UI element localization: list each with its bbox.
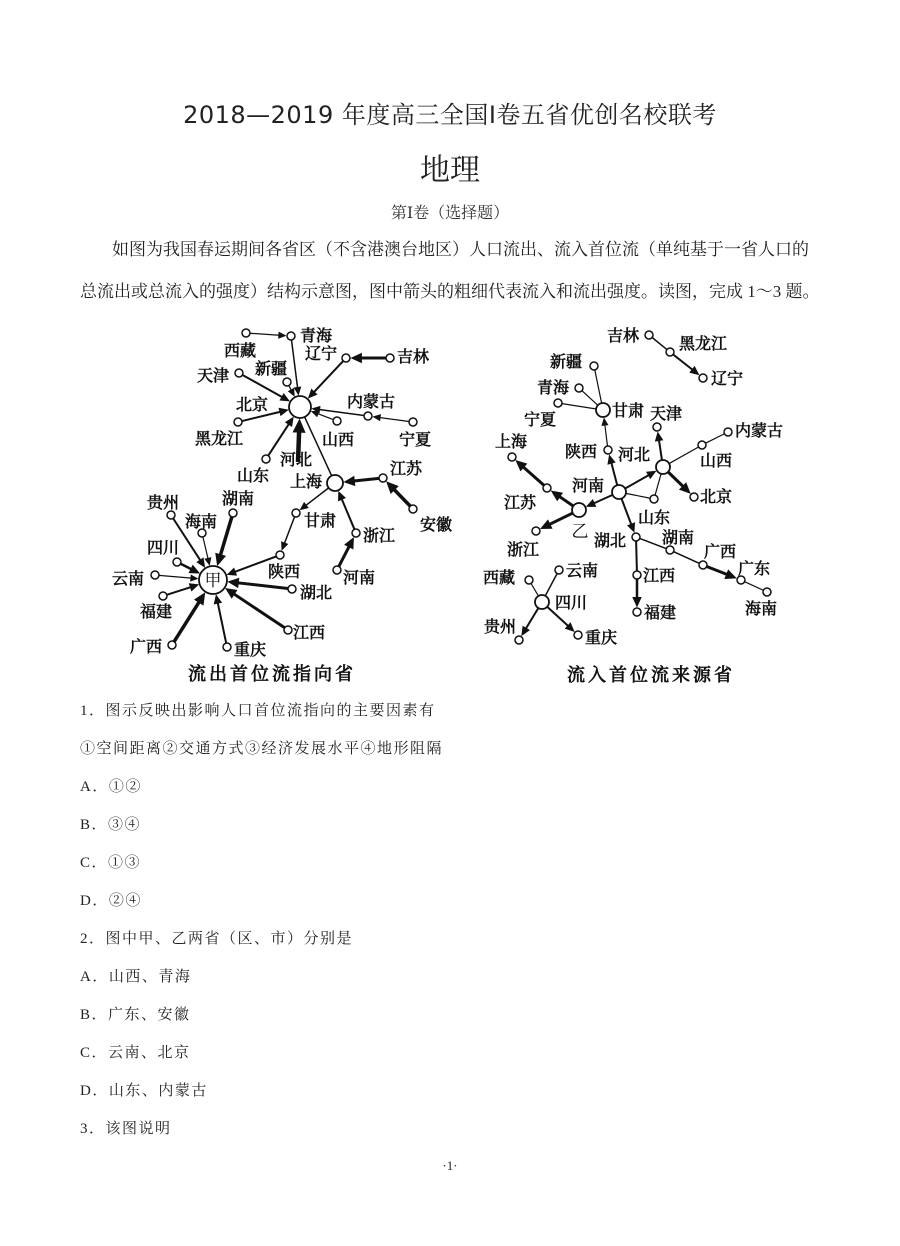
arrowhead-icon xyxy=(293,418,306,432)
province-label-zhejiang: 浙江 xyxy=(507,542,540,559)
intro-paragraph-line-1: 如图为我国春运期间各省区（不含港澳台地区）人口流出、流入首位流（单纯基于一省人口的 xyxy=(112,240,809,259)
province-label-jiangxi: 江西 xyxy=(293,625,326,642)
subject-title: 地理 xyxy=(420,153,480,188)
province-node-heilongjiang xyxy=(666,348,674,356)
flow-line-hub_yi-to-zhejiang xyxy=(549,513,572,524)
province-label-shanghai: 上海 xyxy=(495,434,528,451)
province-node-guangxi xyxy=(699,561,707,569)
flow-line-xizang-to-qinghai xyxy=(250,333,279,335)
province-node-shanghai xyxy=(508,453,516,461)
province-label-shaanxi: 陕西 xyxy=(268,564,301,581)
province-node-jiangxi xyxy=(633,571,641,579)
flow-line-hub_henan-to-shandong xyxy=(626,493,650,498)
province-node-hainan xyxy=(763,588,771,596)
province-label-henan: 河南 xyxy=(343,570,376,587)
arrowhead-icon xyxy=(215,553,226,566)
flow-line-hainan-to-hub_jia xyxy=(203,537,208,559)
province-label-hubei: 湖北 xyxy=(300,585,333,602)
province-node-xinjiang xyxy=(590,362,598,370)
arrowhead-icon xyxy=(227,578,239,588)
question-1-option-c: C．①③ xyxy=(80,855,142,871)
flow-line-hub_henan-to-shaanxi xyxy=(611,463,617,486)
province-node-liaoning xyxy=(342,354,350,362)
province-node-shandong xyxy=(650,495,658,503)
arrowhead-icon xyxy=(311,411,320,418)
province-label-heilongjiang: 黑龙江 xyxy=(195,431,244,448)
arrowhead-icon xyxy=(632,597,642,608)
province-node-qinghai xyxy=(287,332,295,340)
arrowhead-icon xyxy=(204,557,211,566)
province-label-chongqing: 重庆 xyxy=(585,630,618,647)
province-node-neimenggu xyxy=(724,428,732,436)
province-label-sichuan: 四川 xyxy=(147,540,180,557)
arrowhead-icon xyxy=(607,454,615,464)
province-label-hebei: 河北 xyxy=(280,452,313,469)
arrowhead-icon xyxy=(189,583,199,591)
province-node-hunan xyxy=(229,509,237,517)
arrowhead-icon xyxy=(278,332,286,339)
province-label-tianjin: 天津 xyxy=(197,368,230,385)
flow-line-guangdong-to-hainan xyxy=(745,582,763,590)
flow-line-hunan-to-hub_jia xyxy=(220,517,231,555)
province-node-xizang xyxy=(242,329,250,337)
page-number: ·1· xyxy=(442,1158,458,1173)
flow-line-qinghai-to-hub_gansu xyxy=(582,391,598,405)
province-label-jilin: 吉林 xyxy=(397,349,430,366)
province-node-tianjin xyxy=(653,423,661,431)
province-node-jiangsu xyxy=(543,484,551,492)
province-label-sichuan: 四川 xyxy=(555,595,588,612)
outflow-diagram xyxy=(112,326,452,659)
arrowhead-icon xyxy=(627,522,635,533)
province-node-jiangsu xyxy=(379,474,387,482)
province-node-shandong xyxy=(262,455,270,463)
province-node-guangxi xyxy=(168,641,176,649)
arrowhead-icon xyxy=(300,502,309,510)
province-label-xizang: 西藏 xyxy=(224,343,257,360)
question-1-option-b: B．③④ xyxy=(80,817,142,833)
hub-node-hubei xyxy=(288,585,296,593)
province-node-chongqing xyxy=(223,643,231,651)
hub-node-yi xyxy=(572,503,586,517)
province-label-xinjiang: 新疆 xyxy=(550,354,583,371)
province-node-qinghai xyxy=(575,384,583,392)
flow-line-zhejiang-to-hub_shanghai xyxy=(342,499,355,530)
hub-label: 甲 xyxy=(204,571,222,590)
province-label-jiangxi: 江西 xyxy=(643,568,676,585)
province-node-chongqing xyxy=(574,631,582,639)
province-label-guangxi: 广西 xyxy=(704,544,737,561)
province-label-shanxi: 山西 xyxy=(322,432,355,449)
province-node-yunnan xyxy=(555,566,563,574)
flow-line-hub_sichuan-to-yunnan xyxy=(545,574,557,596)
flow-line-hubei-to-jiangxi xyxy=(636,541,637,571)
province-node-jilin xyxy=(386,354,394,362)
province-label-hainan: 海南 xyxy=(745,601,778,618)
flow-line-ningxia-to-hub_gansu xyxy=(562,404,596,409)
province-node-zhejiang xyxy=(532,527,540,535)
province-label-zhejiang: 浙江 xyxy=(363,528,396,545)
arrowhead-icon xyxy=(655,431,664,441)
province-label-qinghai: 青海 xyxy=(300,328,333,345)
province-label-qinghai: 青海 xyxy=(537,380,570,397)
province-node-ningxia xyxy=(409,418,417,426)
arrowhead-icon xyxy=(196,557,205,567)
province-label-beijing: 北京 xyxy=(700,489,733,506)
flow-line-hubei-to-hub_jia xyxy=(238,583,288,589)
province-label-yunnan: 云南 xyxy=(112,571,145,588)
province-label-henan: 河南 xyxy=(572,478,605,495)
province-node-shanxi xyxy=(333,417,341,425)
flow-line-liaoning-to-hub_beijing xyxy=(314,361,344,392)
flow-line-shaanxi-to-hub_gansu xyxy=(605,425,608,446)
hub-node-gansu xyxy=(596,403,610,417)
arrowhead-icon xyxy=(285,417,294,427)
exam-title: 2018—2019 年度高三全国Ⅰ卷五省优创名校联考 xyxy=(183,101,717,129)
province-node-fujian xyxy=(159,592,167,600)
hub-node-shanghai xyxy=(327,475,343,491)
hub-node-henan xyxy=(612,485,626,499)
province-node-ningxia xyxy=(554,399,562,407)
flow-line-gansu-to-shaanxi xyxy=(284,517,294,544)
province-node-jilin xyxy=(645,331,653,339)
province-label-fujian: 福建 xyxy=(140,604,173,621)
flow-line-hub_hebei-to-shandong xyxy=(655,474,661,495)
intro-paragraph-line-2: 总流出或总流入的强度）结构示意图，图中箭头的粗细代表流入和流出强度。读图，完成 1～3 题。 xyxy=(80,282,820,301)
province-label-liaoning: 辽宁 xyxy=(711,371,744,388)
flow-line-sichuan-to-hub_jia xyxy=(181,564,192,569)
flow-line-hub_henan-to-hubei xyxy=(621,499,631,525)
province-label-guangdong: 广东 xyxy=(738,561,771,578)
arrowhead-icon xyxy=(227,568,237,576)
flow-line-qinghai-to-hub_beijing xyxy=(292,340,298,388)
hub-node-beijing xyxy=(289,396,311,418)
flow-line-hunan-to-guangxi xyxy=(674,552,699,563)
question-3-stem: 3．该图说明 xyxy=(80,1121,172,1137)
province-label-guizhou: 贵州 xyxy=(147,495,180,512)
province-node-jiangxi xyxy=(284,626,292,634)
question-1-option-a: A．①② xyxy=(80,779,142,795)
arrowhead-icon xyxy=(214,594,222,604)
province-node-beijing xyxy=(690,493,698,501)
province-node-xinjiang xyxy=(283,378,291,386)
province-label-liaoning: 辽宁 xyxy=(305,346,338,363)
flow-line-hub_sichuan-to-guizhou xyxy=(526,608,539,629)
province-node-gansu xyxy=(292,509,300,517)
flow-line-hub_hebei-to-tianjin xyxy=(659,440,662,460)
province-node-shanxi xyxy=(698,441,706,449)
province-node-sichuan xyxy=(173,558,181,566)
question-2-option-b: B．广东、安徽 xyxy=(80,1007,191,1023)
flow-line-guangxi-to-hub_jia xyxy=(174,602,199,642)
section-heading: 第Ⅰ卷（选择题） xyxy=(390,205,510,222)
province-node-yunnan xyxy=(151,571,159,579)
province-label-hainan: 海南 xyxy=(185,514,218,531)
flow-line-shanxi-to-hub_beijing xyxy=(317,414,333,420)
flow-line-hub_sichuan-to-xizang xyxy=(531,584,538,596)
province-label-fujian: 福建 xyxy=(644,605,677,622)
inflow-diagram-caption: 流入首位流来源省 xyxy=(567,665,735,685)
province-label-shanxi: 山西 xyxy=(700,453,733,470)
province-label-hunan: 湖南 xyxy=(662,530,695,547)
province-label-hubei: 湖北 xyxy=(594,533,627,550)
flow-line-hub_henan-to-hub_hebei xyxy=(625,475,649,489)
province-node-heilongjiang xyxy=(234,418,242,426)
flow-line-xinjiang-to-hub_gansu xyxy=(595,370,602,403)
province-label-guizhou: 贵州 xyxy=(484,619,517,636)
arrowhead-icon xyxy=(278,408,288,416)
province-node-guizhou xyxy=(515,636,523,644)
hub-node-hebei xyxy=(656,460,670,474)
province-label-shaanxi: 陕西 xyxy=(565,444,598,461)
questions-section xyxy=(80,692,443,1148)
province-node-guizhou xyxy=(167,511,175,519)
province-label-shandong: 山东 xyxy=(237,468,270,485)
arrowhead-icon xyxy=(281,541,288,551)
flow-line-hub_hebei-to-beijing xyxy=(668,472,683,487)
province-node-shaanxi xyxy=(276,551,284,559)
province-label-gansu: 甘肃 xyxy=(612,403,645,420)
flow-line-jiangxi-to-hub_jia xyxy=(234,594,285,628)
question-2-option-c: C．云南、北京 xyxy=(80,1045,191,1061)
province-label-ningxia: 宁夏 xyxy=(524,412,557,429)
flow-line-anhui-to-jiangsu xyxy=(394,489,410,506)
province-label-ningxia: 宁夏 xyxy=(399,432,432,449)
flow-line-hub_henan-to-hub_yi xyxy=(594,495,613,504)
flow-line-jilin-to-heilongjiang xyxy=(652,338,666,350)
province-label-beijing: 北京 xyxy=(236,397,269,414)
province-node-henan xyxy=(333,566,341,574)
province-label-shandong: 山东 xyxy=(638,510,671,527)
flow-line-fujian-to-hub_jia xyxy=(167,587,191,595)
province-label-xizang: 西藏 xyxy=(483,570,516,587)
province-label-jilin: 吉林 xyxy=(607,328,640,345)
flow-line-chongqing-to-hub_jia xyxy=(218,603,226,643)
province-label-hunan: 湖南 xyxy=(222,491,255,508)
province-node-xizang xyxy=(525,576,533,584)
province-node-shaanxi xyxy=(604,446,612,454)
province-label-heilongjiang: 黑龙江 xyxy=(679,336,728,353)
flow-line-shanxi-to-neimenggu xyxy=(706,434,724,443)
hub-node-hubei xyxy=(632,533,640,541)
question-2-option-a: A．山西、青海 xyxy=(80,969,192,985)
question-2-stem: 2．图中甲、乙两省（区、市）分别是 xyxy=(80,931,354,947)
arrowhead-icon xyxy=(343,476,355,486)
province-node-neimenggu xyxy=(364,412,372,420)
hub-label: 乙 xyxy=(571,522,589,541)
question-2-option-d: D．山东、内蒙古 xyxy=(80,1083,208,1099)
flow-line-hub_yi-to-jiangsu xyxy=(559,496,573,506)
flow-line-hub_hebei-to-shanxi xyxy=(669,447,698,463)
arrowhead-icon xyxy=(351,353,362,363)
province-label-shanghai: 上海 xyxy=(290,474,323,491)
province-node-fujian xyxy=(633,608,641,616)
province-label-neimenggu: 内蒙古 xyxy=(347,394,396,411)
inflow-diagram xyxy=(483,327,783,647)
flow-line-tianjin-to-hub_beijing xyxy=(242,375,282,397)
flow-line-shandong-to-hub_beijing xyxy=(268,424,289,456)
flow-line-guangxi-to-guangdong xyxy=(707,566,727,574)
province-node-anhui xyxy=(409,505,417,513)
province-label-jiangsu: 江苏 xyxy=(390,461,423,478)
province-label-anhui: 安徽 xyxy=(420,517,453,534)
hub-node-sichuan xyxy=(535,595,549,609)
flow-line-yunnan-to-hub_jia xyxy=(159,575,191,578)
province-node-hunan xyxy=(666,546,674,554)
outflow-diagram-caption: 流出首位流指向省 xyxy=(188,664,356,684)
province-label-xinjiang: 新疆 xyxy=(255,361,288,378)
question-1-stem: 1．图示反映出影响人口首位流指向的主要因素有 xyxy=(80,703,436,719)
province-label-jiangsu: 江苏 xyxy=(504,495,537,512)
arrowhead-icon xyxy=(294,386,302,395)
province-node-zhejiang xyxy=(352,529,360,537)
province-node-tianjin xyxy=(235,369,243,377)
province-node-liaoning xyxy=(699,374,707,382)
province-label-guangxi: 广西 xyxy=(130,639,163,656)
arrowhead-icon xyxy=(372,414,381,421)
province-label-tianjin: 天津 xyxy=(650,406,683,423)
province-label-yunnan: 云南 xyxy=(566,563,599,580)
flow-line-ningxia-to-neimenggu xyxy=(380,418,409,422)
province-label-gansu: 甘肃 xyxy=(304,513,337,530)
question-1-option-d: D．②④ xyxy=(80,893,142,909)
arrowhead-icon xyxy=(190,574,198,581)
province-label-chongqing: 重庆 xyxy=(234,642,267,659)
flow-line-jiangsu-to-shanghai xyxy=(523,467,544,485)
arrowhead-icon xyxy=(601,417,608,426)
arrowhead-icon xyxy=(551,491,563,502)
province-label-neimenggu: 内蒙古 xyxy=(735,423,784,440)
province-label-hebei: 河北 xyxy=(618,447,651,464)
flow-line-henan-to-zhejiang xyxy=(339,546,349,566)
flow-line-jiangsu-to-hub_shanghai xyxy=(354,478,379,481)
flow-line-heilongjiang-to-liaoning xyxy=(673,354,693,369)
question-1-statement: ①空间距离②交通方式③经济发展水平④地形阻隔 xyxy=(80,741,444,757)
